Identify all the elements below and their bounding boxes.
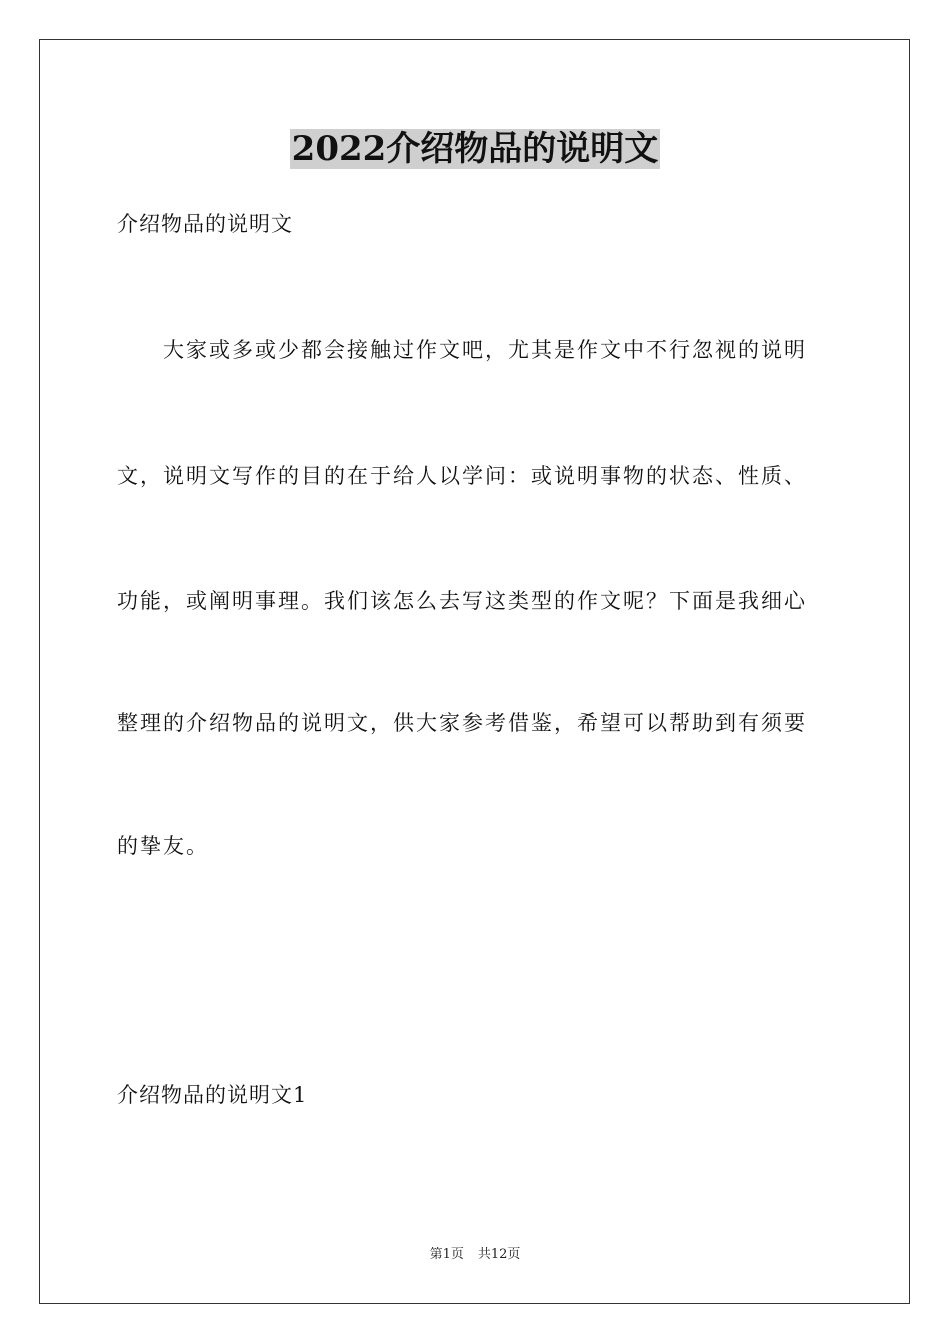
document-title-text: 2022介绍物品的说明文 [291, 129, 659, 169]
page-total: 共12页 [477, 1247, 521, 1262]
intro-line-4: 整理的介绍物品的说明文，供大家参考借鉴，希望可以帮助到有须要 [117, 711, 807, 735]
document-title [0, 128, 950, 170]
document-subtitle: 介绍物品的说明文 [117, 212, 293, 236]
page-number: 第1页 [429, 1247, 464, 1262]
section-heading: 介绍物品的说明文1 [117, 1083, 308, 1107]
intro-line-5: 的挚友。 [117, 834, 209, 858]
intro-line-3: 功能，或阐明事理。我们该怎么去写这类型的作文呢？下面是我细心 [117, 589, 807, 613]
page-footer [0, 1246, 950, 1264]
intro-line-1: 大家或多或少都会接触过作文吧，尤其是作文中不行忽视的说明 [117, 338, 807, 362]
intro-line-2: 文，说明文写作的目的在于给人以学问：或说明事物的状态、性质、 [117, 464, 807, 488]
